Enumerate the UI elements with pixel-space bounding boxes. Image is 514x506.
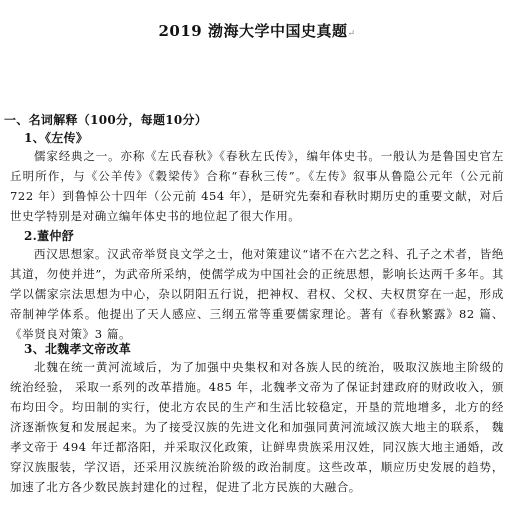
item-body-1: 儒家经典之一。亦称《左氏春秋》《春秋左氏传》，编年体史书。一般认为是鲁国史官左丘明所作，与《公羊传》《穀梁传》合称“春秋三传”。《左传》叙事从鲁隐公元年（公元前 722 年）到鲁悼公十四年（公元前 454 年），是研究先秦和春秋时期历史的重要文献，对后世史学特别是对确立编年体史书的地位起了很大作用。 bbox=[10, 149, 504, 223]
item-heading-1: 1、《左传》 bbox=[24, 131, 89, 145]
document-title-text: 2019 渤海大学中国史真题 bbox=[158, 22, 348, 40]
document-title bbox=[0, 20, 514, 41]
item-body-2: 西汉思想家。汉武帝举贤良文学之士，他对策建议“诸不在六艺之科、孔子之术者，皆绝其道，勿使并进”，为武帝所采纳，使儒学成为中国社会的正统思想，影响长达两千多年。其学以儒家宗法思想为中心，杂以阴阳五行说，把神权、君权、父权、夫权贯穿在一起，形成帝制神学体系。他提出了天人感应、三纲五常等重要儒家理论。著有《春秋繁露》82 篇、《举贤良对策》3 篇。 bbox=[10, 247, 504, 341]
item-body-3: 北魏在统一黄河流域后，为了加强中央集权和对各族人民的统治，吸取汉族地主阶级的统治经验， 采取一系列的改革措施。485 年，北魏孝文帝为了保证封建政府的财政收入，颁布均田令。均田制的实行，使北方农民的生产和生活比较稳定，开垦的荒地增多，北方的经济逐渐恢复和发展起来。为了接受汉族的先进文化和加强同黄河流域汉族大地主的联系， 魏孝文帝于 494 年迁都洛阳，并采取汉化政策，让鲜卑贵族采用汉姓，同汉族大地主通婚，改穿汉族服装，学汉语，还采用汉族统治阶级的政治制度。这些改革，顺应历史发展的趋势，加速了北方各少数民族封建化的过程，促进了北方民族的大融合。 bbox=[10, 360, 504, 494]
section-heading: 一、名词解释（100分，每题10分） bbox=[4, 113, 208, 127]
paragraph-mark-icon: ↵ bbox=[347, 29, 356, 39]
item-heading-3: 3、北魏孝文帝改革 bbox=[24, 342, 132, 356]
item-heading-2: 2.董仲舒 bbox=[24, 229, 75, 243]
